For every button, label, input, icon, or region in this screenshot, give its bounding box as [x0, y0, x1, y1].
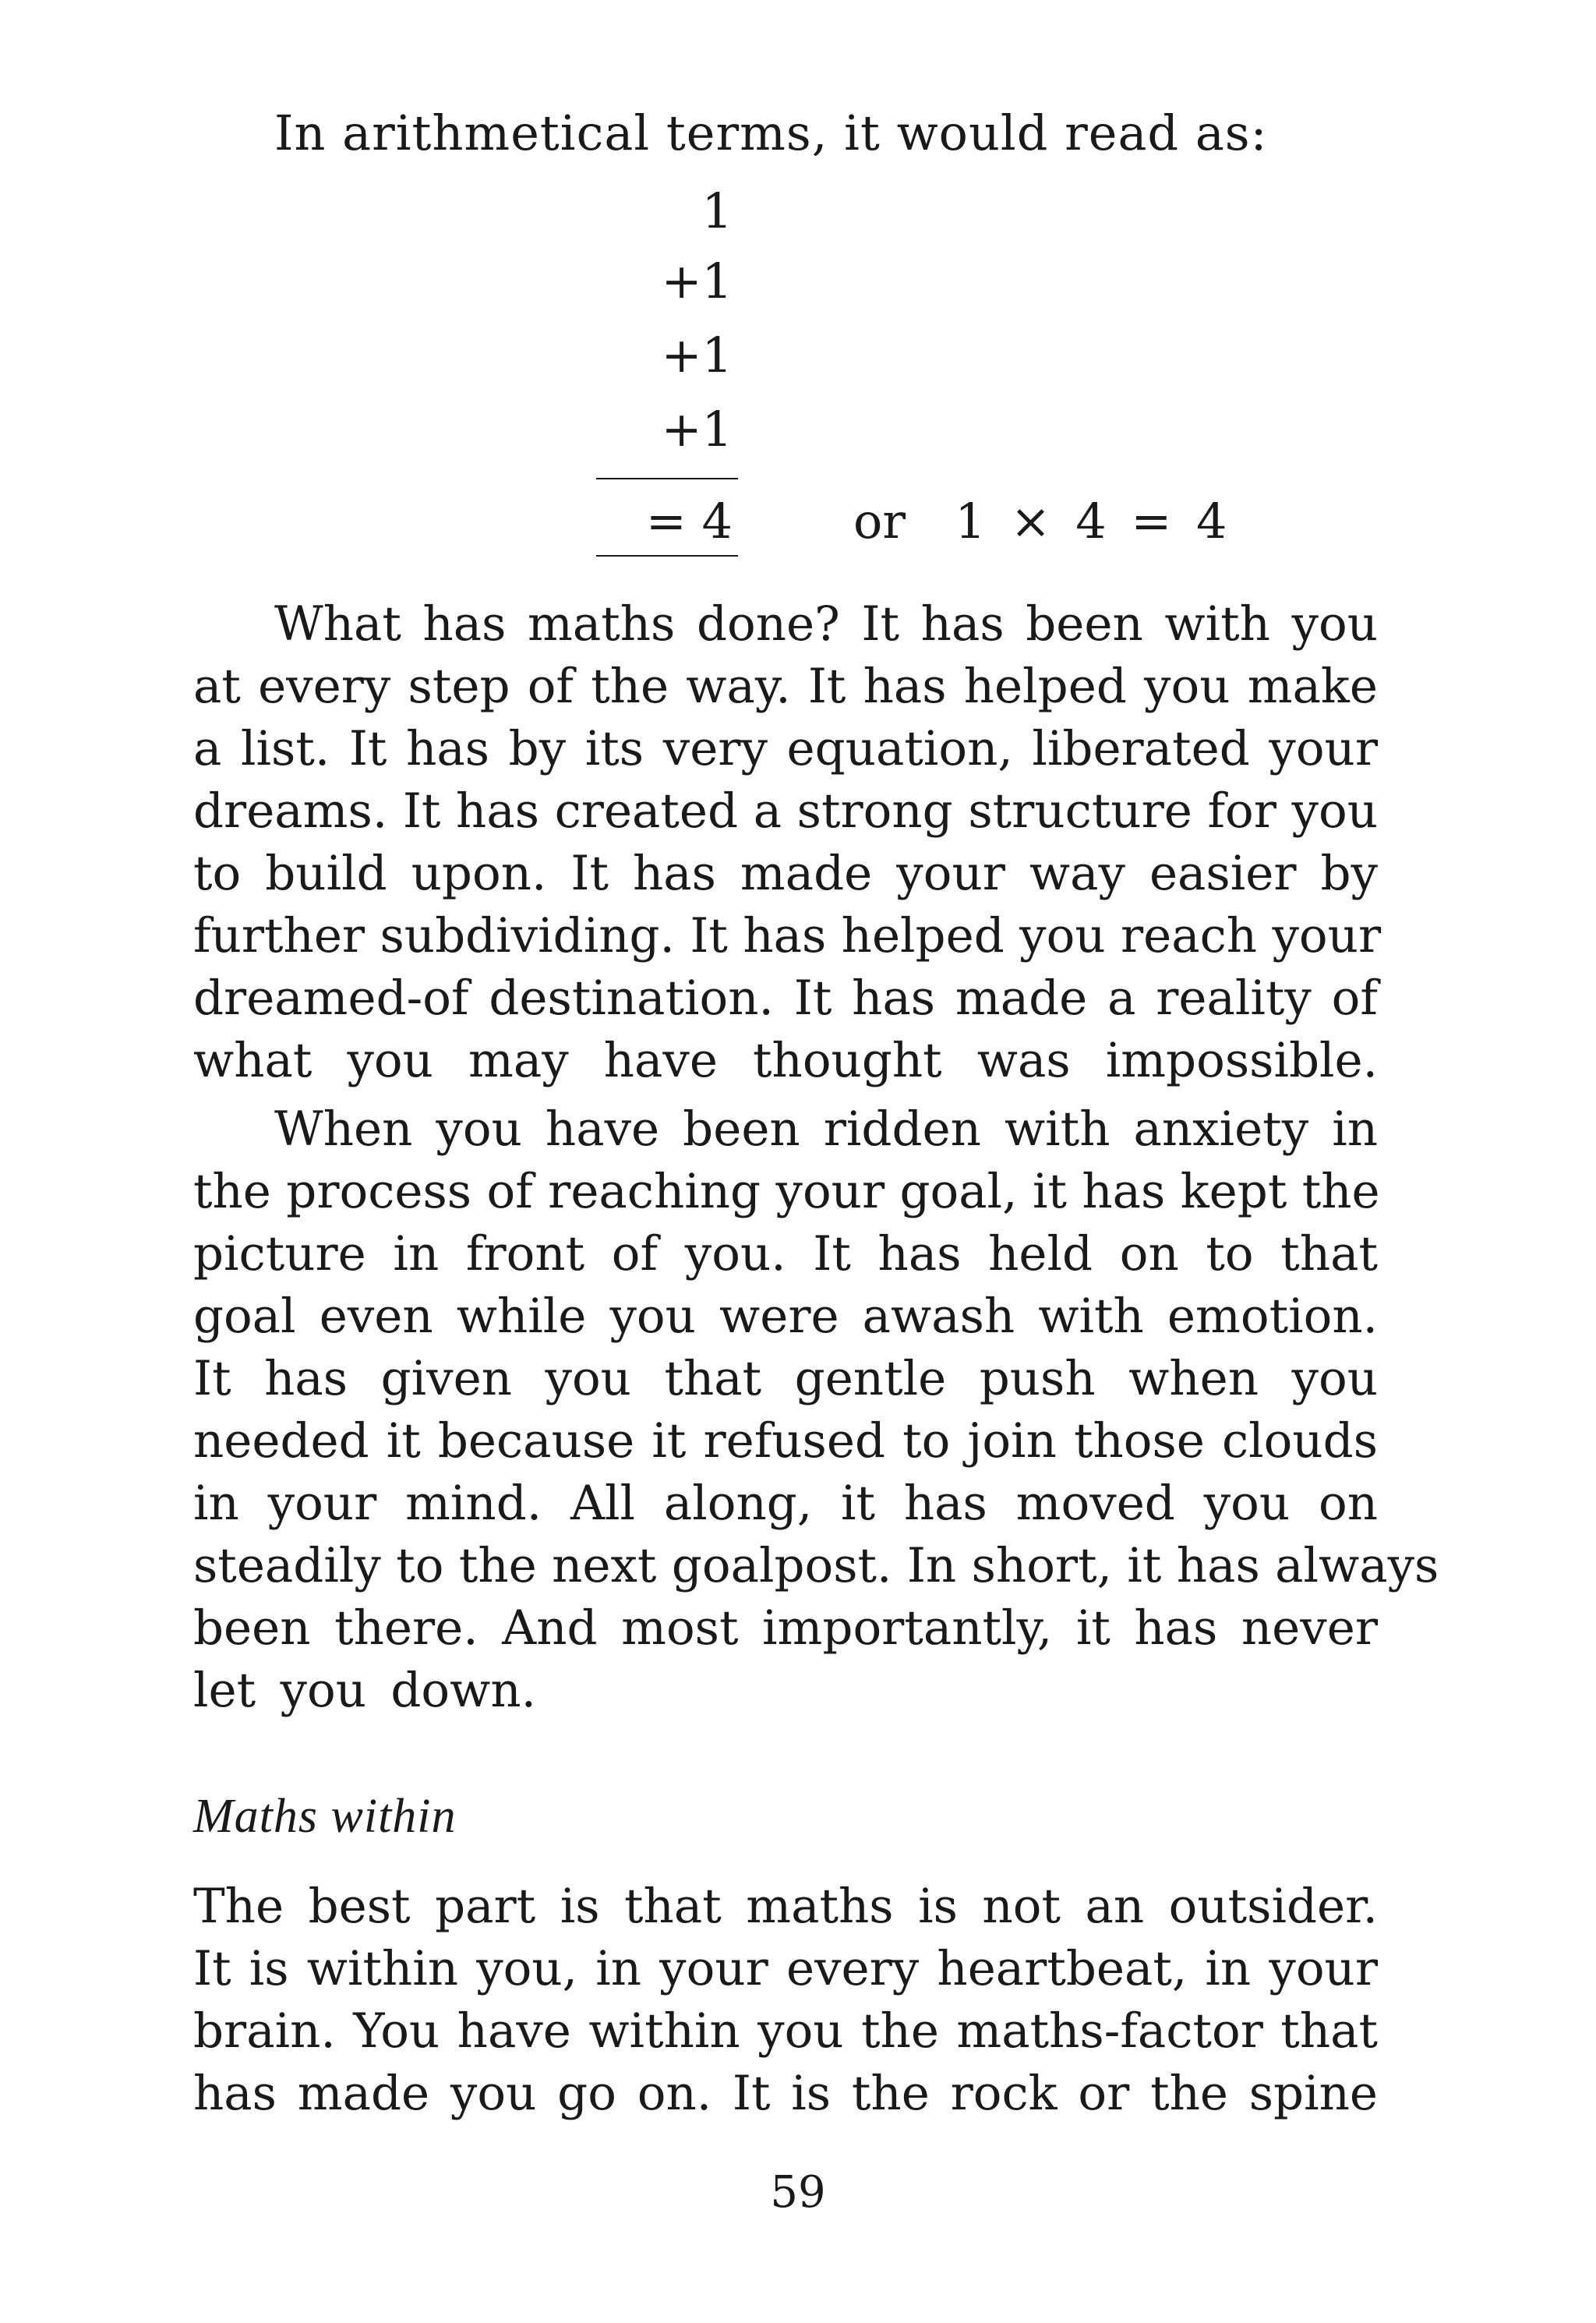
paragraph-line: further subdividing. It has helped you reach your [193, 908, 1382, 963]
paragraph-line: in your mind. All along, it has moved you on [193, 1476, 1378, 1531]
sum-line: +1 [661, 253, 733, 309]
paragraph-line: has made you go on. It is the rock or the spine [193, 2066, 1378, 2121]
sum-line: +1 [661, 327, 733, 384]
paragraph-line: to build upon. It has made your way easier by [193, 846, 1378, 901]
paragraph-line: what you may have thought was impossible. [193, 1033, 1378, 1088]
sum-alternative: or 1 × 4 = 4 [853, 493, 1227, 550]
page-number: 59 [770, 2167, 826, 2218]
paragraph-line: The best part is that maths is not an outsider. [193, 1879, 1378, 1934]
sum-rule-bottom [596, 555, 738, 557]
paragraph-line: at every step of the way. It has helped you make [193, 659, 1378, 714]
sum-total: = 4 [645, 493, 733, 550]
paragraph-line: needed it because it refused to join those clouds [193, 1413, 1378, 1469]
paragraph-line: dreams. It has created a strong structure for you [193, 783, 1378, 839]
paragraph-line: dreamed-of destination. It has made a reality of [193, 971, 1378, 1026]
paragraph-line: been there. And most importantly, it has never [193, 1600, 1378, 1656]
paragraph-line: picture in front of you. It has held on to that [193, 1226, 1378, 1282]
intro-text: In arithmetical terms, it would read as: [274, 104, 1268, 161]
sum-rule-top [596, 478, 738, 479]
paragraph-line: let you down. [193, 1663, 537, 1718]
paragraph-line: a list. It has by its very equation, liberated your [193, 721, 1378, 776]
paragraph-line: It has given you that gentle push when you [193, 1351, 1378, 1406]
sum-line: 1 [701, 182, 733, 239]
section-heading: Maths within [193, 1790, 457, 1843]
paragraph-line: brain. You have within you the maths-factor that [193, 2003, 1378, 2059]
paragraph-line: steadily to the next goalpost. In short, it has always [193, 1538, 1439, 1593]
paragraph-line: What has maths done? It has been with you [274, 596, 1378, 652]
paragraph-line: goal even while you were awash with emotion. [193, 1289, 1378, 1344]
paragraph-line: It is within you, in your every heartbeat, in your [193, 1941, 1378, 1996]
paragraph-line: the process of reaching your goal, it has kept the [193, 1164, 1380, 1219]
paragraph-line: When you have been ridden with anxiety in [274, 1101, 1378, 1157]
sum-line: +1 [661, 401, 733, 458]
